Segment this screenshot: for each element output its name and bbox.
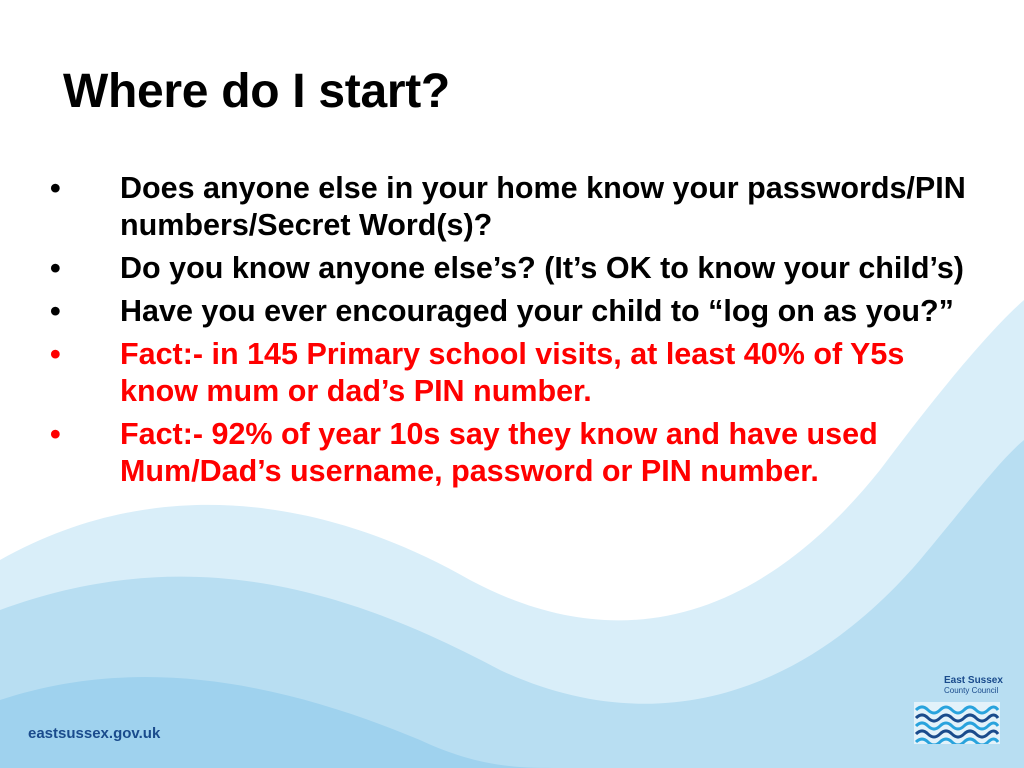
footer-url: eastsussex.gov.uk	[28, 725, 161, 742]
bullet-glyph: •	[50, 294, 61, 328]
logo-name: East Sussex	[944, 675, 1003, 686]
bullet-text: Does anyone else in your home know your passwords/PIN numbers/Secret Word(s)?	[120, 171, 966, 242]
bullet-item	[40, 416, 970, 490]
council-logo	[914, 676, 1014, 744]
bullet-glyph: •	[50, 251, 61, 285]
bullet-list	[40, 170, 970, 496]
bullet-item	[40, 293, 970, 330]
bullet-text: Fact:- in 145 Primary school visits, at least 40% of Y5s know mum or dad’s PIN number.	[120, 337, 905, 408]
bullet-text: Do you know anyone else’s? (It’s OK to know your child’s)	[120, 251, 964, 285]
bullet-text: Fact:- 92% of year 10s say they know and have used Mum/Dad’s username, password or PIN number.	[120, 417, 878, 488]
bullet-glyph: •	[50, 171, 61, 205]
bullet-text: Have you ever encouraged your child to “log on as you?”	[120, 294, 954, 328]
waves-logo-icon	[914, 702, 1000, 744]
slide-title: Where do I start?	[63, 65, 450, 118]
logo-subtitle: County Council	[944, 686, 999, 695]
bullet-item	[40, 170, 970, 244]
bullet-glyph: •	[50, 417, 61, 451]
bullet-item	[40, 250, 970, 287]
bullet-glyph: •	[50, 337, 61, 371]
bullet-item	[40, 336, 970, 410]
